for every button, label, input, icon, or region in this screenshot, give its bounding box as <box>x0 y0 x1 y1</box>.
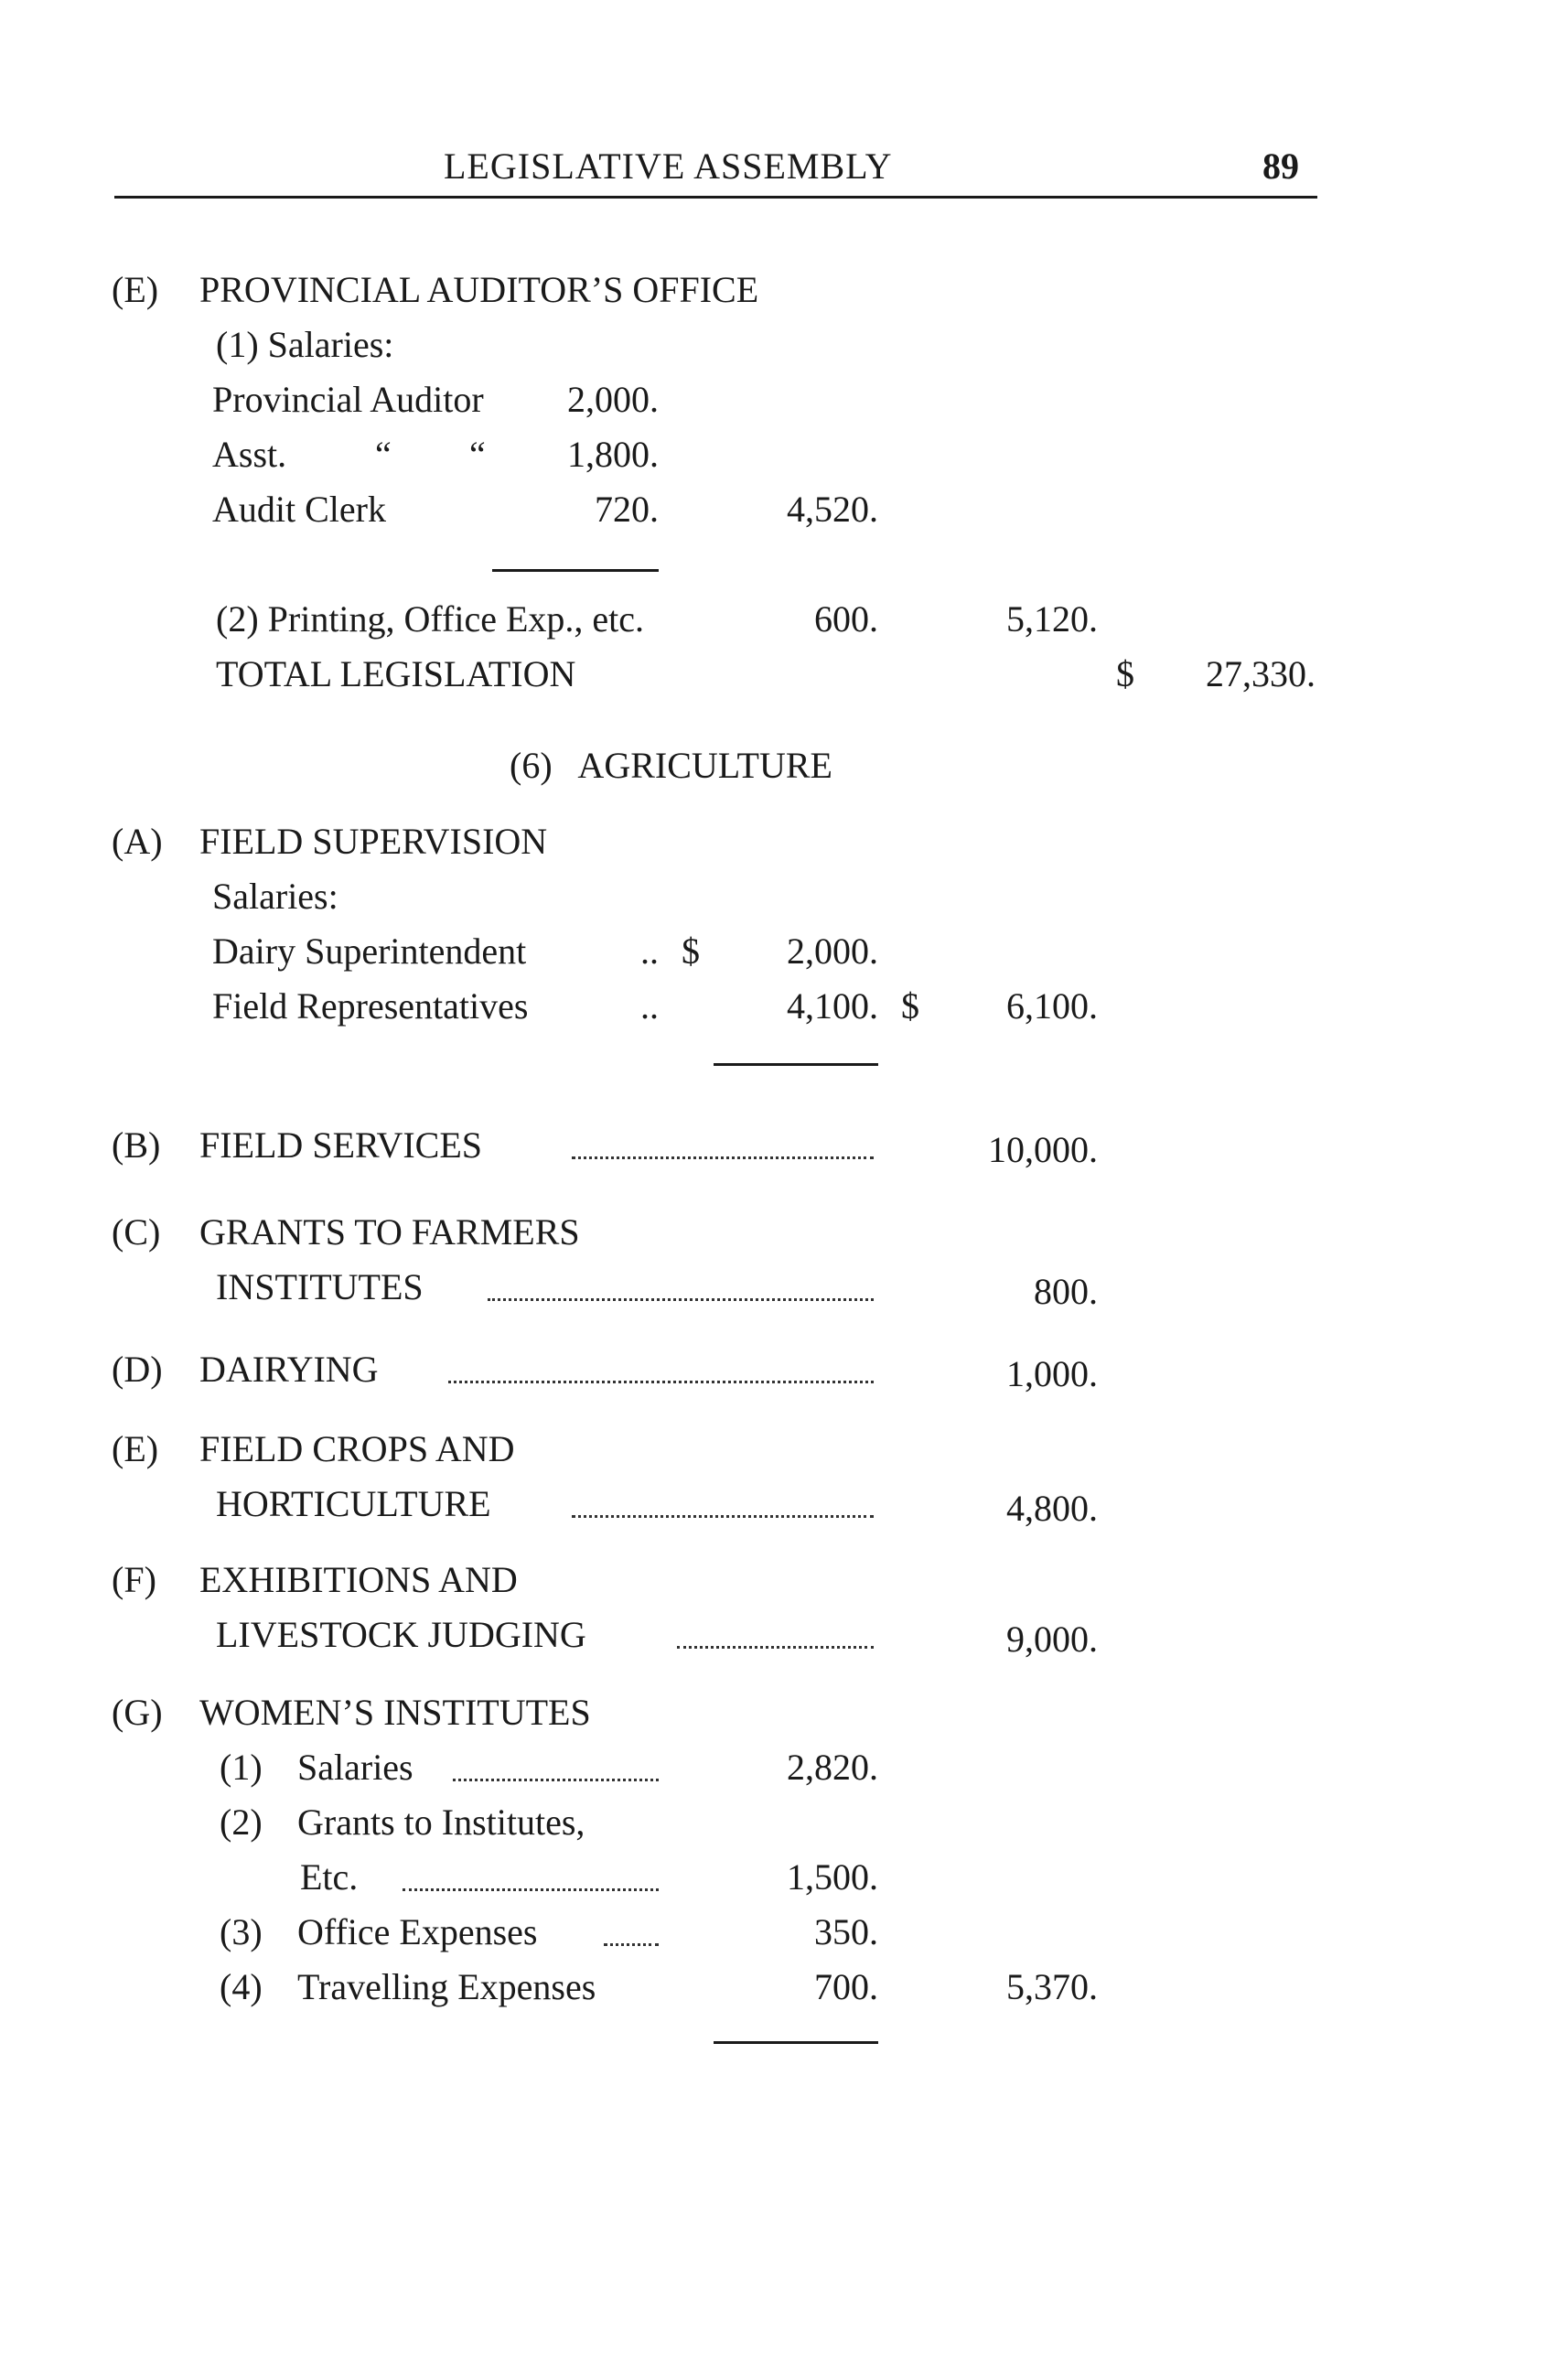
section-a-label: (A) <box>112 821 163 862</box>
row-name: Audit Clerk <box>212 489 386 530</box>
row-total-currency: $ <box>901 985 919 1027</box>
header-rule <box>114 196 1317 199</box>
item-number: (2) <box>220 1801 263 1843</box>
section-e-salaries-label: (1) Salaries: <box>216 324 394 365</box>
row-leader: .. <box>640 930 659 972</box>
section-b-label: (B) <box>112 1124 161 1166</box>
section-c-title-cont: INSTITUTES <box>216 1266 424 1307</box>
dot-leader <box>604 1943 659 1946</box>
section-f-title-cont: LIVESTOCK JUDGING <box>216 1614 586 1655</box>
total-legislation-label: TOTAL LEGISLATION <box>216 653 576 694</box>
section-a-title: FIELD SUPERVISION <box>199 821 548 862</box>
subtotal-rule <box>714 1063 878 1066</box>
section-c-label: (C) <box>112 1211 161 1253</box>
section-c-title: GRANTS TO FARMERS <box>199 1211 580 1253</box>
section-b-title: FIELD SERVICES <box>199 1124 483 1166</box>
item-number: (1) <box>220 1747 263 1788</box>
section-d-label: (D) <box>112 1349 163 1390</box>
section-a-salaries: Salaries: <box>212 876 338 917</box>
section-f-title: EXHIBITIONS AND <box>199 1559 518 1600</box>
ditto-mark: “ <box>469 434 486 475</box>
item-number: (3) <box>220 1911 263 1952</box>
section-e-title: PROVINCIAL AUDITOR’S OFFICE <box>199 269 759 310</box>
row-currency: $ <box>682 930 700 972</box>
row-total: 6,100. <box>1006 985 1098 1027</box>
dot-leader <box>403 1888 659 1891</box>
section-c-total: 800. <box>1034 1271 1098 1312</box>
item-name: Grants to Institutes, <box>297 1801 585 1843</box>
row-name: Dairy Superintendent <box>212 930 527 972</box>
row-subtotal: 4,520. <box>787 489 878 530</box>
item-amount: 1,500. <box>787 1856 878 1898</box>
ditto-mark: “ <box>375 434 392 475</box>
section-d-total: 1,000. <box>1006 1353 1098 1394</box>
row-name: Provincial Auditor <box>212 379 484 420</box>
item-name: Office Expenses <box>297 1911 538 1952</box>
dot-leader <box>677 1646 874 1649</box>
dot-leader <box>453 1779 659 1781</box>
section-d-title: DAIRYING <box>199 1349 379 1390</box>
row-leader: .. <box>640 985 659 1027</box>
item-name: Travelling Expenses <box>297 1966 596 2007</box>
item-name: Salaries <box>297 1747 413 1788</box>
row-amount: 2,000. <box>787 930 878 972</box>
row-name: Field Representatives <box>212 985 529 1027</box>
printing-label: (2) Printing, Office Exp., etc. <box>216 598 645 640</box>
item-amount: 2,820. <box>787 1747 878 1788</box>
section-e-label: (E) <box>112 269 159 310</box>
row-amount: 1,800. <box>567 434 659 475</box>
section-e2-label: (E) <box>112 1428 159 1469</box>
item-amount: 700. <box>814 1966 878 2007</box>
subtotal-rule <box>492 569 659 572</box>
row-name: Asst. <box>212 434 287 475</box>
item-name-cont: Etc. <box>300 1856 359 1898</box>
row-amount: 4,100. <box>787 985 878 1027</box>
section-e2-title: FIELD CROPS AND <box>199 1428 515 1469</box>
row-amount: 2,000. <box>567 379 659 420</box>
page-header-title: LEGISLATIVE ASSEMBLY <box>444 145 893 187</box>
section-f-total: 9,000. <box>1006 1618 1098 1660</box>
page-number: 89 <box>1262 145 1299 187</box>
item-number: (4) <box>220 1966 263 2007</box>
row-amount: 720. <box>595 489 659 530</box>
section-g-title: WOMEN’S INSTITUTES <box>199 1692 591 1733</box>
section-g-label: (G) <box>112 1692 163 1733</box>
item-amount: 350. <box>814 1911 878 1952</box>
printing-amount: 600. <box>814 598 878 640</box>
dot-leader <box>488 1298 874 1301</box>
printing-total: 5,120. <box>1006 598 1098 640</box>
agriculture-heading: (6) AGRICULTURE <box>510 745 832 786</box>
total-legislation-currency: $ <box>1116 653 1134 694</box>
section-b-total: 10,000. <box>988 1129 1098 1170</box>
dot-leader <box>448 1381 874 1383</box>
section-f-label: (F) <box>112 1559 156 1600</box>
dot-leader <box>572 1156 874 1159</box>
section-e2-total: 4,800. <box>1006 1488 1098 1529</box>
dot-leader <box>572 1515 874 1518</box>
section-e2-title-cont: HORTICULTURE <box>216 1483 491 1524</box>
total-legislation-amount: 27,330. <box>1206 653 1316 694</box>
section-g-total: 5,370. <box>1006 1966 1098 2007</box>
subtotal-rule <box>714 2041 878 2044</box>
